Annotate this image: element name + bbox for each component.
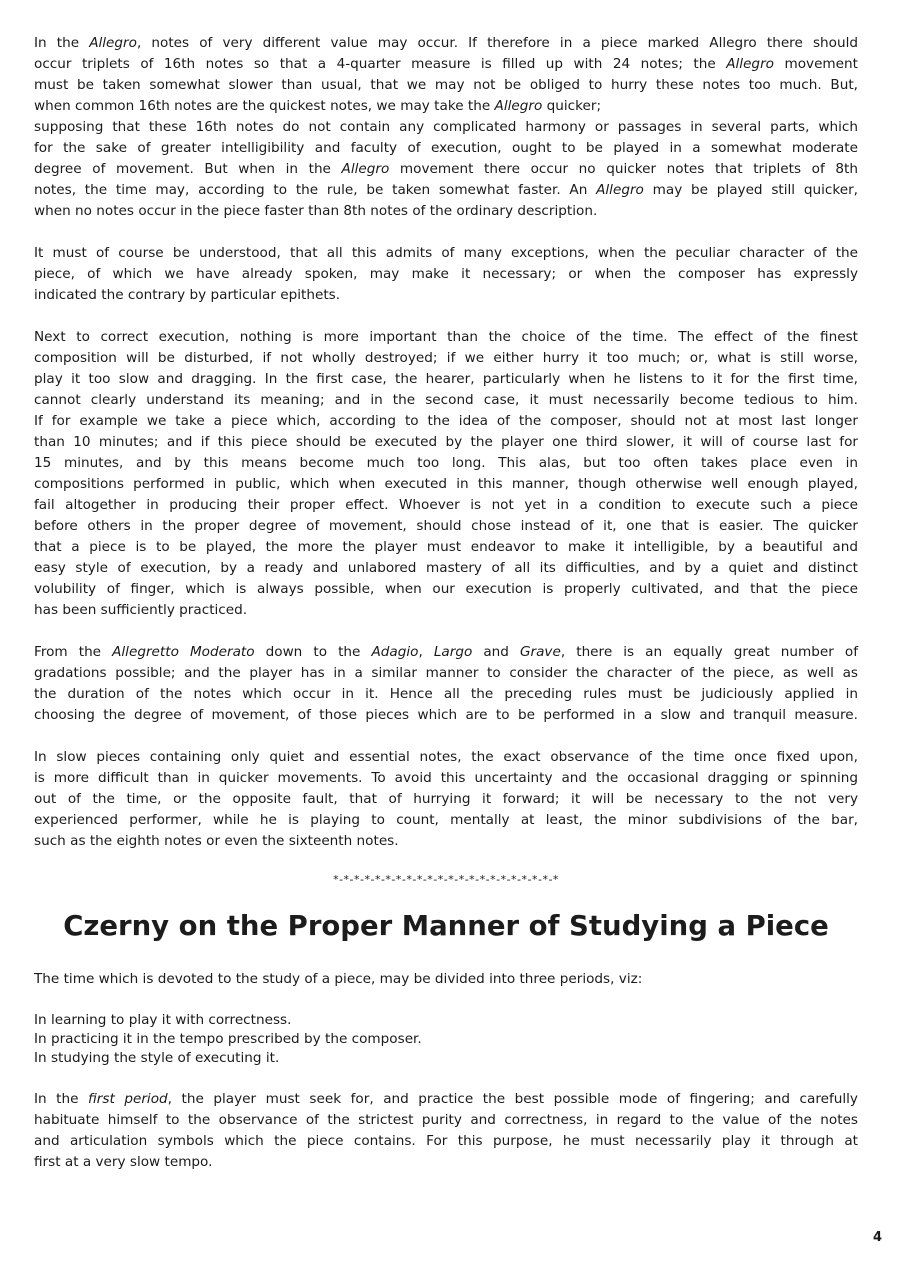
paragraph-slow-pieces	[34, 747, 858, 852]
emphasis: Allegro	[494, 98, 543, 114]
text-line: easy style of execution, by a ready and unlabored mastery of all its difficulties, and by a quiet and distinct	[34, 560, 858, 576]
text-line: In the first period, the player must seek for, and practice the best possible mode of fingering; and carefully	[34, 1091, 858, 1107]
text-line: In slow pieces containing only quiet and essential notes, the exact observance of the time once fixed upon,	[34, 749, 858, 765]
paragraph-exceptions	[34, 243, 858, 306]
text-line: play it too slow and dragging. In the first case, the hearer, particularly when he listens to it for the first time,	[34, 371, 858, 387]
section-separator: *-*-*-*-*-*-*-*-*-*-*-*-*-*-*-*-*-*-*-*-*-*	[333, 873, 559, 886]
text-line: composition will be disturbed, if not wholly destroyed; if we either hurry it too much; or, what is still worse,	[34, 350, 858, 366]
text-line: compositions performed in public, which when executed in this manner, though otherwise well enough played,	[34, 476, 858, 492]
paragraph-allegro	[34, 33, 858, 222]
text-line: out of the time, or the opposite fault, that of hurrying it forward; it will be necessary to the not very	[34, 791, 858, 807]
text-line: If for example we take a piece which, according to the idea of the composer, should not at most last longer	[34, 413, 858, 429]
text-line: gradations possible; and the player has in a similar manner to consider the character of the piece, as well as	[34, 665, 858, 681]
text-line: From the Allegretto Moderato down to the Adagio, Largo and Grave, there is an equally great number of	[34, 644, 859, 660]
text-line: fail altogether in producing their proper effect. Whoever is not yet in a condition to execute such a piece	[34, 497, 858, 513]
text-line: volubility of finger, which is always possible, when our execution is properly cultivated, and that the piece	[34, 581, 858, 597]
text-line: choosing the degree of movement, of those pieces which are to be performed in a slow and tranquil measure.	[34, 707, 858, 723]
text-line: when no notes occur in the piece faster than 8th notes of the ordinary description.	[34, 203, 598, 219]
emphasis: Largo	[433, 644, 473, 660]
page-content	[34, 33, 858, 1194]
emphasis: Allegro	[89, 35, 137, 51]
text-line: must be taken somewhat slower than usual, that we may not be obliged to hurry these notes too much. But,	[34, 77, 858, 93]
text-line: In the Allegro, notes of very different value may occur. If therefore in a piece marked Allegro there should	[34, 35, 858, 51]
paragraph-choice-of-time	[34, 327, 858, 621]
text-line: cannot clearly understand its meaning; and in the second case, it must necessarily become tedious to him.	[34, 392, 858, 408]
text-line: for the sake of greater intelligibility and faculty of execution, ought to be played in a somewhat moderate	[34, 140, 858, 156]
text-line: has been sufficiently practiced.	[34, 602, 248, 618]
emphasis: Allegro	[341, 161, 390, 177]
text-line: is more difficult than in quicker movements. To avoid this uncertainty and the occasional dragging or spinning	[34, 770, 858, 786]
text-line: 15 minutes, and by this means become much too long. This alas, but too often takes place even in	[34, 455, 858, 471]
emphasis: Grave	[519, 644, 561, 660]
text-line: before others in the proper degree of movement, should chose instead of it, one that is easier. The quicker	[34, 518, 858, 534]
section-heading: Czerny on the Proper Manner of Studying a Piece	[63, 910, 829, 942]
text-line: notes, the time may, according to the rule, be taken somewhat faster. An Allegro may be played still quicker,	[34, 182, 859, 198]
text-line: that a piece is to be played, the more the player must endeavor to make it intelligible, by a beautiful and	[34, 539, 858, 555]
list-item: In studying the style of executing it.	[34, 1050, 280, 1066]
study-periods-list	[34, 1011, 858, 1068]
emphasis: Adagio	[371, 644, 419, 660]
text-line: degree of movement. But when in the Allegro movement there occur no quicker notes that triplets of 8th	[34, 161, 858, 177]
text-line: experienced performer, while he is playing to count, mentally at least, the minor subdivisions of the bar,	[34, 812, 858, 828]
emphasis: Allegretto Moderato	[112, 644, 255, 660]
text-line: piece, of which we have already spoken, may make it necessary; or when the composer has expressly	[34, 266, 858, 282]
text-line: occur triplets of 16th notes so that a 4-quarter measure is filled up with 24 notes; the Allegro movement	[34, 56, 858, 72]
text-line: It must of course be understood, that all this admits of many exceptions, when the peculiar character of the	[34, 245, 858, 261]
text-line: supposing that these 16th notes do not contain any complicated harmony or passages in several parts, which	[34, 119, 858, 135]
paragraph-slow-gradations	[34, 642, 858, 726]
text-line: and articulation symbols which the piece contains. For this purpose, he must necessarily play it through at	[34, 1133, 858, 1149]
list-item: In learning to play it with correctness.	[34, 1012, 292, 1028]
emphasis: Allegro	[596, 182, 644, 198]
text-line: than 10 minutes; and if this piece should be executed by the player one third slower, it will of course last for	[34, 434, 858, 450]
text-line: the duration of the notes which occur in it. Hence all the preceding rules must be judiciously applied in	[34, 686, 858, 702]
emphasis: Allegro	[726, 56, 774, 72]
page-number: 4	[872, 1230, 882, 1245]
emphasis: first period	[88, 1091, 168, 1107]
paragraph-first-period	[34, 1089, 858, 1173]
list-item: In practicing it in the tempo prescribed by the composer.	[34, 1031, 422, 1047]
text-line: when common 16th notes are the quickest notes, we may take the Allegro quicker;	[34, 98, 602, 114]
section-intro: The time which is devoted to the study of a piece, may be divided into three periods, viz:	[34, 971, 643, 987]
text-line: Next to correct execution, nothing is more important than the choice of the time. The effect of the finest	[34, 329, 858, 345]
text-line: first at a very slow tempo.	[34, 1154, 213, 1170]
text-line: indicated the contrary by particular epithets.	[34, 287, 341, 303]
text-line: such as the eighth notes or even the sixteenth notes.	[34, 833, 399, 849]
text-line: habituate himself to the observance of the strictest purity and correctness, in regard to the value of the notes	[34, 1112, 858, 1128]
